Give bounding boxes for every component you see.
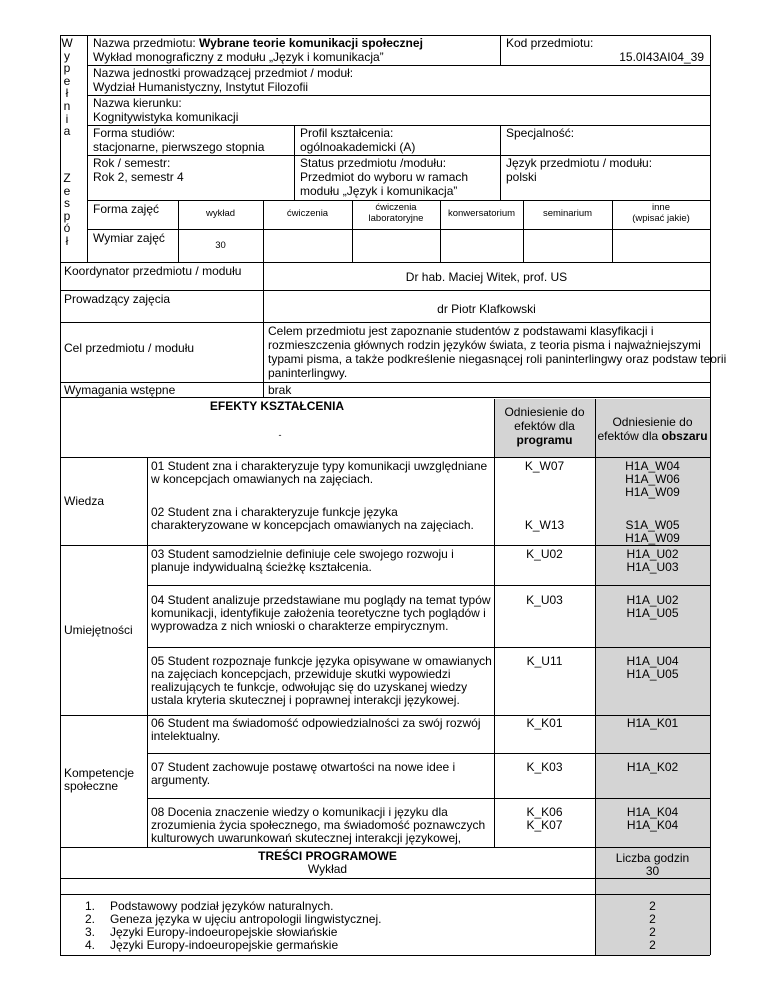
status-value-1: Przedmiot do wyboru w ramach	[300, 170, 469, 184]
instructor-value: dr Piotr Klafkowski	[437, 302, 536, 316]
unit-label: Nazwa jednostki prowadzącej przedmiot / moduł:	[93, 66, 354, 80]
effect-row-05: 05 Student rozpoznaje funkcje języka opisywane w omawianych na zajęciach koncepcjach, przewiduje skutki wypowiedzi realizujących te funkcje, odwołując się do uzyskanej wiedzy ustala kryteria skutecznej i poprawnej interakcji językowej.	[151, 654, 492, 707]
program-subtitle: Wykład	[307, 862, 348, 876]
year-value: Rok 2, semestr 4	[93, 170, 184, 184]
effect-01-program: K_W07	[524, 459, 565, 473]
course-code-value: 15.0I43AI04_39	[619, 50, 704, 64]
area-header: Odniesienie do efektów dla obszaru	[597, 415, 708, 443]
list-item: 2. Geneza języka w ujęciu antropologii lingwistycznej. 2	[85, 912, 656, 926]
status-value-2: modułu „Język i komunikacja”	[300, 184, 458, 198]
effect-02-program: K_W13	[524, 518, 565, 532]
specialty-label: Specjalność:	[506, 126, 575, 140]
effect-row-02: 02 Student zna i charakteryzuje funkcje języka charakteryzowane w koncepcjach omawianych na zajęciach.	[151, 505, 474, 532]
program-list	[60, 900, 710, 952]
status-label: Status przedmiotu /modułu:	[300, 156, 447, 170]
effect-05-program: K_U11	[526, 654, 563, 668]
class-type-exercises: ćwiczenia	[286, 208, 329, 219]
class-type-lecture: wykład	[205, 208, 236, 219]
effect-row-03: 03 Student samodzielnie definiuje cele swojego rozwoju i planuje indywidualną ścieżkę kształcenia.	[151, 547, 454, 574]
list-item: 1. Podstawowy podział języków naturalnych. 2	[85, 899, 656, 913]
effect-05-area: H1A_U04 H1A_U05	[626, 654, 679, 681]
goal-label: Cel przedmiotu / modułu	[64, 341, 195, 355]
coordinator-value: Dr hab. Maciej Witek, prof. US	[405, 270, 568, 284]
form-value: stacjonarne, pierwszego stopnia	[93, 140, 265, 154]
language-value: polski	[506, 170, 537, 184]
class-type-other: inne (wpisać jakie)	[632, 202, 690, 224]
hours-label: Wymiar zajęć	[93, 231, 165, 245]
coordinator-label: Koordynator przedmiotu / modułu	[64, 264, 242, 278]
category-competences: Kompetencje społeczne	[64, 766, 135, 793]
language-label: Język przedmiotu / modułu:	[506, 156, 653, 170]
hours-column-header: Liczba godzin	[615, 851, 690, 865]
list-item: 4. Języki Europy-indoeuropejskie germańskie 2	[85, 938, 656, 952]
effect-row-01: 01 Student zna i charakteryzuje typy komunikacji uwzględniane w koncepcjach omawianych na zajęciach.	[151, 459, 488, 486]
effects-title: EFEKTY KSZTAŁCENIA	[209, 399, 345, 413]
prereq-label: Wymagania wstępne	[64, 383, 176, 397]
category-knowledge: Wiedza	[64, 494, 105, 508]
program-title: TREŚCI PROGRAMOWE	[258, 849, 397, 863]
class-type-conversatory: konwersatorium	[447, 208, 516, 219]
effect-06-area: H1A_K01	[626, 716, 679, 730]
class-type-lab: ćwiczenia laboratoryjne	[368, 202, 424, 224]
form-label: Forma studiów:	[93, 126, 176, 140]
instructor-label: Prowadzący zajęcia	[64, 292, 171, 306]
effect-02-area: S1A_W05 H1A_W09	[625, 518, 680, 545]
effect-06-program: K_K01	[526, 716, 563, 730]
effect-07-program: K_K03	[526, 760, 563, 774]
course-description: Wykład monograficzny z modułu „Język i komunikacja”	[93, 50, 384, 64]
profile-label: Profil kształcenia:	[300, 126, 394, 140]
unit-value: Wydział Humanistyczny, Instytut Filozofii	[93, 80, 309, 94]
effect-04-area: H1A_U02 H1A_U05	[626, 593, 679, 620]
field-value: Kognitywistyka komunikacji	[93, 110, 239, 124]
category-skills: Umiejętności	[64, 623, 133, 637]
goal-text: Celem przedmiotu jest zapoznanie studentów z podstawami klasyfikacji i rozmieszczenia głównych rodzin języków świata, z teoria pisma i najważniejszymi typami pisma, a także podkreślenie niegasnącej roli paninterlingwy oraz podstaw teorii paninterlingwy.	[268, 324, 727, 380]
effect-04-program: K_U03	[526, 593, 563, 607]
effect-01-area: H1A_W04 H1A_W06 H1A_W09	[625, 459, 680, 499]
prereq-value: brak	[268, 383, 292, 397]
effect-row-04: 04 Student analizuje przedstawiane mu poglądy na temat typów komunikacji, identyfikuje założenia teoretyczne tych poglądów i wyprowadza z nich wnioski o charakterze empirycznym.	[151, 593, 491, 633]
effects-dot: -	[278, 430, 282, 440]
year-label: Rok / semestr:	[93, 156, 171, 170]
vertical-label-wypelnia: W y p e ł n i a	[61, 36, 73, 139]
classes-label: Forma zajęć	[93, 202, 160, 216]
effect-08-program: K_K06 K_K07	[526, 805, 563, 832]
effect-03-program: K_U02	[526, 547, 563, 561]
hours-lecture: 30	[215, 240, 226, 251]
course-name: Nazwa przedmiotu: Wybrane teorie komunikacji społecznej	[93, 36, 423, 50]
prog-header: Odniesienie do efektów dla programu	[504, 405, 585, 447]
effect-row-07: 07 Student zachowuje postawę otwartości na nowe idee i argumenty.	[151, 760, 456, 787]
effect-row-08: 08 Docenia znaczenie wiedzy o komunikacji i języku dla zrozumienia życia społecznego, ma świadomość poznawczych kulturowych uwarunkowań skutecznej interakcji językowej,	[151, 805, 486, 845]
vertical-label-zespol: Z e s p ó ł	[63, 171, 71, 248]
hours-total: 30	[645, 864, 660, 878]
effect-07-area: H1A_K02	[626, 760, 679, 774]
class-type-seminar: seminarium	[542, 208, 593, 219]
effect-03-area: H1A_U02 H1A_U03	[626, 547, 679, 574]
list-item: 3. Języki Europy-indoeuropejskie słowiańskie 2	[85, 925, 656, 939]
course-code-label: Kod przedmiotu:	[506, 36, 594, 50]
effect-08-area: H1A_K04 H1A_K04	[626, 805, 679, 832]
effect-row-06: 06 Student ma świadomość odpowiedzialności za swój rozwój intelektualny.	[151, 716, 481, 743]
field-label: Nazwa kierunku:	[93, 96, 182, 110]
profile-value: ogólnoakademicki (A)	[300, 140, 416, 154]
